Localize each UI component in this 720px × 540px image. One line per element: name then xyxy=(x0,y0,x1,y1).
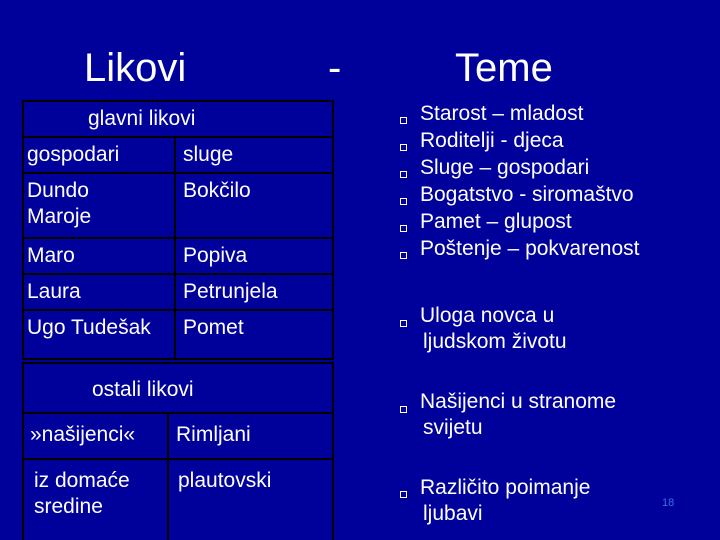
table-cell: Pomet xyxy=(183,316,244,339)
other-characters-header: ostali likovi xyxy=(92,378,194,401)
list-item xyxy=(420,303,567,355)
list-item xyxy=(420,475,590,527)
table-cell: sluge xyxy=(183,143,234,166)
square-bullet-icon xyxy=(400,198,407,205)
title-likovi: Likovi xyxy=(84,46,187,90)
list-item: Roditelji - djeca xyxy=(420,129,564,152)
table-cell: gospodari xyxy=(27,143,120,166)
list-item-line: Različito poimanje xyxy=(420,476,591,499)
list-item-line: Uloga novca u xyxy=(420,304,555,327)
table-cell: Maro xyxy=(27,244,75,267)
list-item-line: svijetu xyxy=(423,416,483,439)
table-cell: iz domaće sredine xyxy=(34,469,130,518)
list-item-line: Našijenci u stranome xyxy=(420,390,617,413)
square-bullet-icon xyxy=(400,225,407,232)
list-item: Starost – mladost xyxy=(420,102,584,125)
title-teme: Teme xyxy=(455,46,553,90)
title-dash: - xyxy=(328,46,342,90)
list-item-line: ljubavi xyxy=(423,502,483,525)
list-item: Sluge – gospodari xyxy=(420,156,590,179)
table-cell: Ugo Tudešak xyxy=(27,316,151,339)
square-bullet-icon xyxy=(400,252,407,259)
list-item xyxy=(420,389,616,441)
table-cell: Laura xyxy=(27,280,81,303)
table-cell: Popiva xyxy=(183,244,248,267)
square-bullet-icon xyxy=(400,171,407,178)
list-item: Pamet – glupost xyxy=(420,210,572,233)
table-cell: Petrunjela xyxy=(183,280,278,303)
table-cell: Rimljani xyxy=(176,423,251,446)
square-bullet-icon xyxy=(400,491,407,498)
square-bullet-icon xyxy=(400,117,407,124)
list-item: Poštenje – pokvarenost xyxy=(420,237,640,260)
table-cell: Dundo Maroje xyxy=(27,179,92,228)
table-cell: plautovski xyxy=(178,469,272,492)
square-bullet-icon xyxy=(400,406,407,413)
page-number: 18 xyxy=(662,497,675,509)
main-characters-header: glavni likovi xyxy=(88,107,196,130)
square-bullet-icon xyxy=(400,320,407,327)
list-item-line: ljudskom životu xyxy=(423,330,567,353)
square-bullet-icon xyxy=(400,144,407,151)
list-item: Bogatstvo - siromaštvo xyxy=(420,183,634,206)
table-cell: Bokčilo xyxy=(183,179,251,202)
table-cell: »našijenci« xyxy=(30,423,136,446)
